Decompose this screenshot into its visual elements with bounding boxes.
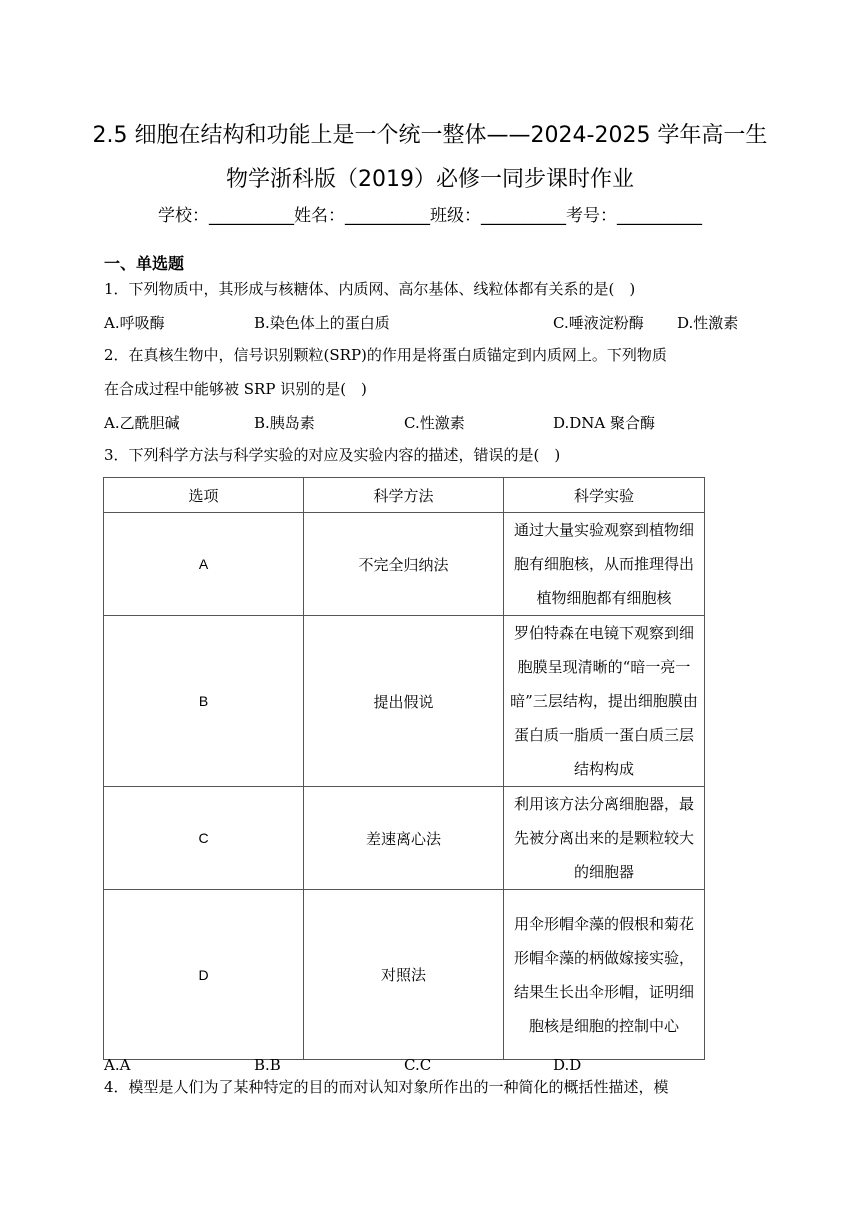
q2-option-c[interactable]: C.性激素 bbox=[404, 414, 465, 432]
table-row bbox=[104, 890, 705, 1060]
question-4-stem: 4．模型是人们为了某种特定的目的而对认知对象所作出的一种简化的概括性描述，模 bbox=[104, 1078, 669, 1096]
name-field[interactable]: 姓名：__________ bbox=[294, 206, 430, 226]
q3-option-b[interactable]: B.B bbox=[254, 1056, 281, 1074]
row-d-experiment: 用伞形帽伞藻的假根和菊花形帽伞藻的柄做嫁接实验，结果生长出伞形帽，证明细胞核是细胞的控制中心 bbox=[504, 890, 705, 1060]
row-c-option: C bbox=[104, 787, 304, 890]
q3-option-a[interactable]: A.A bbox=[104, 1056, 131, 1074]
table-row bbox=[104, 513, 705, 616]
header-experiment: 科学实验 bbox=[504, 478, 705, 513]
q1-option-d[interactable]: D.性激素 bbox=[677, 314, 739, 332]
title-line-2: 物学浙科版（2019）必修一同步课时作业 bbox=[226, 167, 634, 192]
table-header-row bbox=[104, 478, 705, 513]
question-3-stem: 3．下列科学方法与科学实验的对应及实验内容的描述，错误的是( ) bbox=[104, 446, 561, 464]
q2-stem-line-2: 在合成过程中能够被 SRP 识别的是( ) bbox=[104, 380, 367, 398]
exam-number-field[interactable]: 考号：__________ bbox=[566, 206, 702, 226]
title-line-1: 2.5 细胞在结构和功能上是一个统一整体——2024-2025 学年高一生 bbox=[92, 123, 768, 148]
table-row bbox=[104, 787, 705, 890]
q1-option-c[interactable]: C.唾液淀粉酶 bbox=[553, 314, 644, 332]
question-1-stem: 1．下列物质中，其形成与核糖体、内质网、高尔基体、线粒体都有关系的是( ) bbox=[104, 280, 636, 298]
row-a-experiment: 通过大量实验观察到植物细胞有细胞核，从而推理得出植物细胞都有细胞核 bbox=[504, 513, 705, 616]
q2-option-a[interactable]: A.乙酰胆碱 bbox=[104, 414, 180, 432]
school-field[interactable]: 学校：__________ bbox=[158, 206, 294, 226]
question-2-stem bbox=[104, 338, 756, 406]
header-option: 选项 bbox=[104, 478, 304, 513]
row-c-method: 差速离心法 bbox=[304, 787, 504, 890]
row-b-method: 提出假说 bbox=[304, 616, 504, 787]
q1-option-b[interactable]: B.染色体上的蛋白质 bbox=[254, 314, 390, 332]
row-b-option: B bbox=[104, 616, 304, 787]
row-c-experiment: 利用该方法分离细胞器，最先被分离出来的是颗粒较大的细胞器 bbox=[504, 787, 705, 890]
row-a-option: A bbox=[104, 513, 304, 616]
q3-option-d[interactable]: D.D bbox=[553, 1056, 582, 1074]
student-info-line bbox=[0, 201, 860, 226]
q2-stem-line-1: 2．在真核生物中，信号识别颗粒(SRP)的作用是将蛋白质锚定到内质网上。下列物质 bbox=[104, 346, 667, 364]
methods-table bbox=[103, 477, 705, 1060]
row-b-experiment: 罗伯特森在电镜下观察到细胞膜呈现清晰的“暗一亮一暗”三层结构，提出细胞膜由蛋白质一脂质一蛋白质三层结构构成 bbox=[504, 616, 705, 787]
header-method: 科学方法 bbox=[304, 478, 504, 513]
class-field[interactable]: 班级：__________ bbox=[430, 206, 566, 226]
page-title bbox=[60, 114, 800, 202]
q2-option-b[interactable]: B.胰岛素 bbox=[254, 414, 315, 432]
q2-option-d[interactable]: D.DNA 聚合酶 bbox=[553, 414, 656, 432]
section-heading: 一、单选题 bbox=[104, 254, 185, 273]
row-d-method: 对照法 bbox=[304, 890, 504, 1060]
q3-option-c[interactable]: C.C bbox=[404, 1056, 432, 1074]
row-a-method: 不完全归纳法 bbox=[304, 513, 504, 616]
q1-option-a[interactable]: A.呼吸酶 bbox=[104, 314, 165, 332]
row-d-option: D bbox=[104, 890, 304, 1060]
table-row bbox=[104, 616, 705, 787]
